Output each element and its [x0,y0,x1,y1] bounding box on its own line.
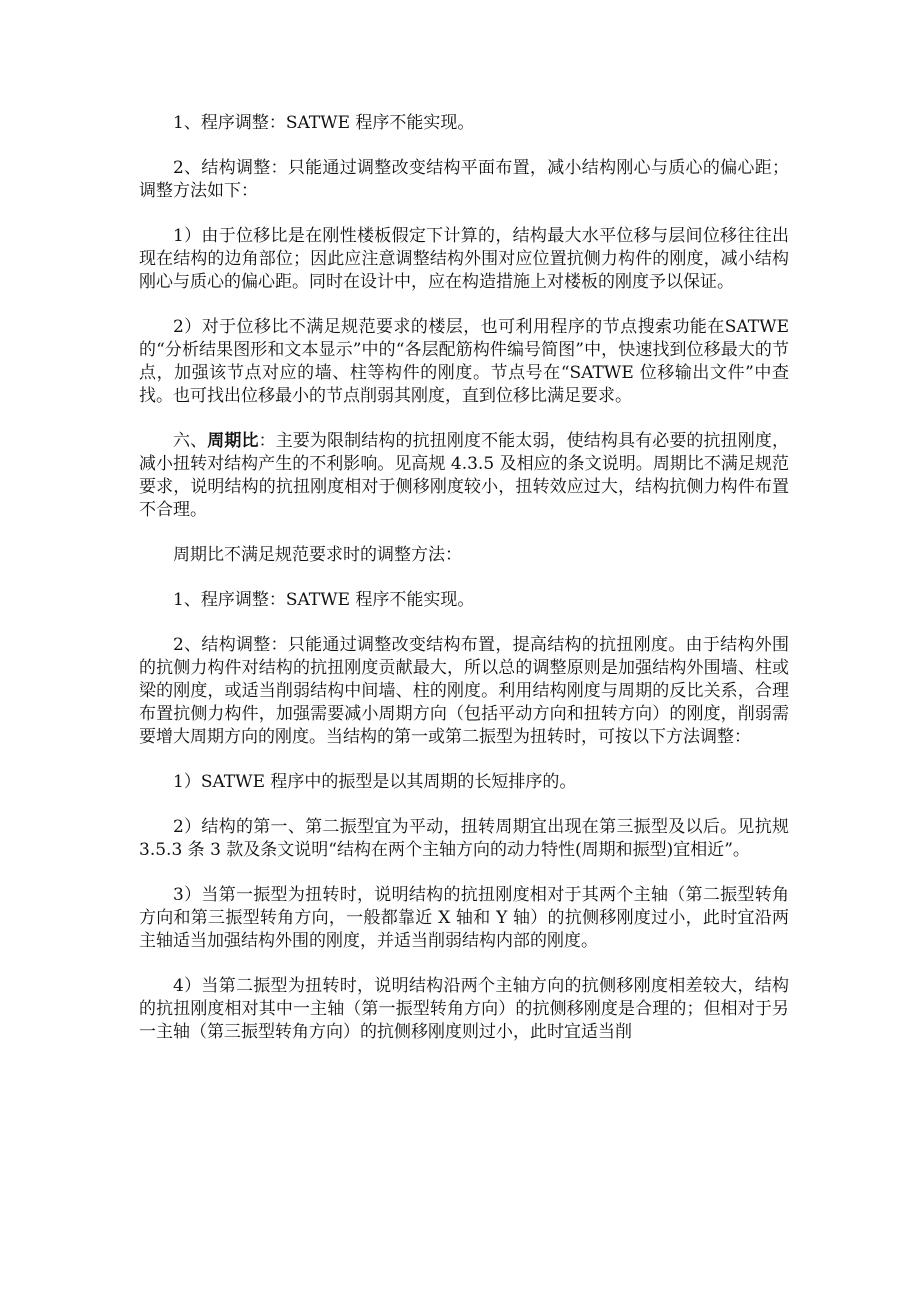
document-page [139,112,789,1066]
paragraph-4: 2）对于位移比不满足规范要求的楼层，也可利用程序的节点搜索功能在SATWE 的“分析结果图形和文本显示”中的“各层配筋构件编号简图”中，快速找到位移最大的节点，加强该节点对应的墙、柱等构件的刚度。节点号在“SATWE 位移输出文件”中查找。也可找出位移最小的节点削弱其刚度，直到位移比满足要求。 [139,317,789,406]
paragraph-9: 1）SATWE 程序中的振型是以其周期的长短排序的。 [173,772,577,792]
paragraph-7: 1、程序调整：SATWE 程序不能实现。 [173,590,475,610]
paragraph-10: 2）结构的第一、第二振型宜为平动，扭转周期宜出现在第三振型及以后。见抗规 3.5.3 条 3 款及条文说明“结构在两个主轴方向的动力特性(周期和振型)宜相近”。 [139,817,789,860]
paragraph-2: 2、结构调整：只能通过调整改变结构平面布置，减小结构刚心与质心的偏心距；调整方法如下： [139,158,789,201]
paragraph-5-period-ratio [139,430,789,522]
section-number: 六、 [173,431,208,451]
paragraph-8: 2、结构调整：只能通过调整改变结构布置，提高结构的抗扭刚度。由于结构外围的抗侧力构件对结构的抗扭刚度贡献最大，所以总的调整原则是加强结构外围墙、柱或梁的刚度，或适当削弱结构中间墙、柱的刚度。利用结构刚度与周期的反比关系，合理布置抗侧力构件，加强需要减小周期方向（包括平动方向和扭转方向）的刚度，削弱需要增大周期方向的刚度。当结构的第一或第二振型为扭转时，可按以下方法调整： [139,635,789,747]
paragraph-12: 4）当第二振型为扭转时，说明结构沿两个主轴方向的抗侧移刚度相差较大，结构的抗扭刚度相对其中一主轴（第一振型转角方向）的抗侧移刚度是合理的；但相对于另一主轴（第三振型转角方向）的抗侧移刚度则过小，此时宜适当削 [139,976,789,1042]
section-body: ：主要为限制结构的抗扭刚度不能太弱，使结构具有必要的抗扭刚度，减小扭转对结构产生的不利影响。见高规 4.3.5 及相应的条文说明。周期比不满足规范要求，说明结构的抗扭刚度相对于侧移刚度较小，扭转效应过大，结构抗侧力构件布置不合理。 [139,431,790,520]
section-heading: 周期比 [207,431,259,451]
paragraph-11: 3）当第一振型为扭转时，说明结构的抗扭刚度相对于其两个主轴（第二振型转角方向和第三振型转角方向，一般都靠近 X 轴和 Y 轴）的抗侧移刚度过小，此时宜沿两主轴适当加强结构外围的刚度，并适当削弱结构内部的刚度。 [139,885,789,951]
paragraph-3: 1）由于位移比是在刚性楼板假定下计算的，结构最大水平位移与层间位移往往出现在结构的边角部位；因此应注意调整结构外围对应位置抗侧力构件的刚度，减小结构刚心与质心的偏心距。同时在设计中，应在构造措施上对楼板的刚度予以保证。 [139,226,789,292]
paragraph-1: 1、程序调整：SATWE 程序不能实现。 [173,113,475,133]
paragraph-6: 周期比不满足规范要求时的调整方法： [173,545,462,565]
